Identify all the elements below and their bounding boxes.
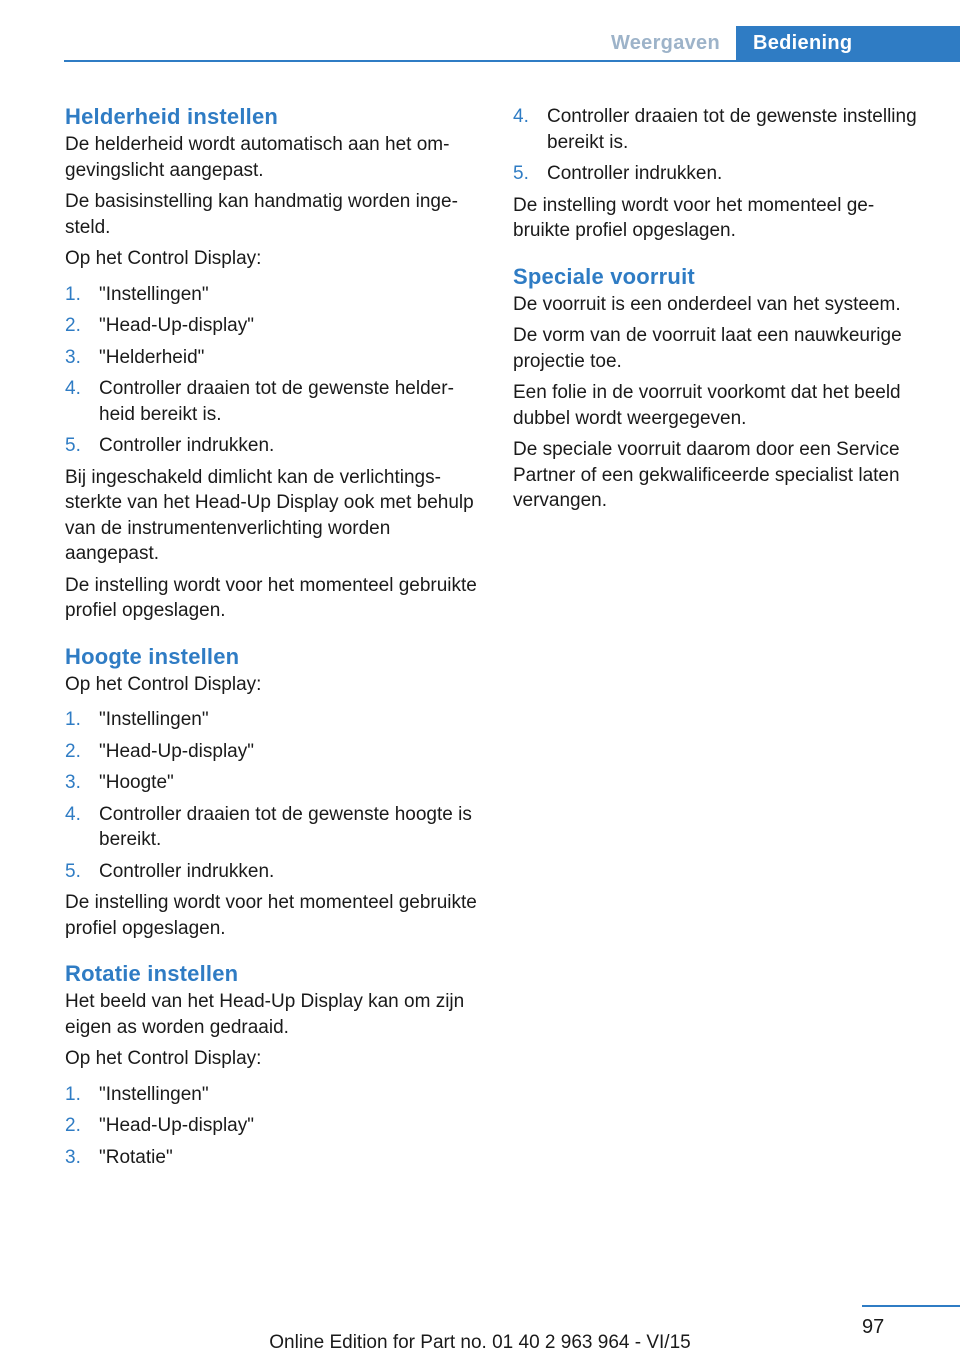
step-text: "Head-Up-display" bbox=[99, 1115, 254, 1136]
list-item bbox=[65, 707, 480, 733]
step-number: 4. bbox=[65, 803, 81, 825]
paragraph: De voorruit is een onderdeel van het systeem. bbox=[513, 293, 901, 315]
left-column bbox=[65, 102, 480, 1176]
paragraph: De instelling wordt voor het momenteel gebruikte profiel opgeslagen. bbox=[65, 574, 477, 621]
header-divider bbox=[64, 60, 960, 62]
list-item bbox=[65, 859, 480, 885]
step-number: 2. bbox=[65, 315, 81, 336]
step-text: Controller indrukken. bbox=[99, 435, 275, 456]
step-text: "Hoogte" bbox=[99, 772, 174, 793]
list-item bbox=[65, 433, 480, 459]
page-header bbox=[0, 0, 960, 62]
right-column bbox=[513, 104, 923, 520]
step-number: 3. bbox=[65, 1146, 81, 1168]
steps-helderheid bbox=[65, 282, 480, 459]
step-text: "Helderheid" bbox=[99, 346, 205, 368]
list-item bbox=[65, 282, 480, 308]
paragraph: Op het Control Display: bbox=[65, 248, 262, 269]
step-number: 4. bbox=[513, 106, 529, 127]
heading-speciale-voorruit: Speciale voorruit bbox=[513, 263, 695, 289]
paragraph: De basisinstelling kan handmatig worden ingesteld. bbox=[65, 191, 458, 238]
list-item bbox=[65, 1082, 480, 1108]
paragraph: De instelling wordt voor het momenteel gebruikte profiel opgeslagen. bbox=[65, 892, 477, 939]
paragraph: De vorm van de voorruit laat een nauwkeurige projectie toe. bbox=[513, 325, 902, 372]
paragraph: Op het Control Display: bbox=[65, 673, 262, 695]
list-item bbox=[65, 770, 480, 796]
step-number: 1. bbox=[65, 1083, 81, 1105]
step-number: 1. bbox=[65, 709, 81, 730]
list-item bbox=[65, 345, 480, 371]
paragraph: De helderheid wordt automatisch aan het omgevingslicht aangepast. bbox=[65, 134, 450, 181]
heading-rotatie: Rotatie instellen bbox=[65, 961, 239, 986]
step-text: "Instellingen" bbox=[99, 283, 209, 305]
heading-hoogte: Hoogte instellen bbox=[65, 643, 240, 669]
paragraph: Het beeld van het Head-Up Display kan om zijn eigen as worden gedraaid. bbox=[65, 991, 465, 1038]
step-text: Controller indrukken. bbox=[99, 860, 275, 882]
step-number: 1. bbox=[65, 283, 81, 305]
step-text: "Rotatie" bbox=[99, 1146, 173, 1168]
steps-rotatie-continued bbox=[513, 104, 923, 187]
step-text: "Head-Up-display" bbox=[99, 315, 254, 336]
step-number: 2. bbox=[65, 1115, 81, 1136]
list-item bbox=[65, 802, 480, 853]
paragraph: De instelling wordt voor het momenteel gebruikte profiel opgeslagen. bbox=[513, 194, 875, 241]
steps-hoogte bbox=[65, 707, 480, 884]
step-number: 2. bbox=[65, 740, 81, 762]
list-item bbox=[65, 313, 480, 339]
chapter-tab[interactable]: Bediening bbox=[736, 26, 960, 60]
paragraph: Op het Control Display: bbox=[65, 1048, 262, 1069]
step-text: Controller draaien tot de gewenste hoogte is bereikt. bbox=[99, 803, 472, 850]
step-number: 5. bbox=[513, 163, 529, 184]
step-number: 4. bbox=[65, 378, 81, 399]
list-item bbox=[65, 1113, 480, 1139]
list-item bbox=[513, 104, 923, 155]
step-number: 5. bbox=[65, 860, 81, 882]
step-number: 3. bbox=[65, 772, 81, 793]
step-text: Controller draaien tot de gewenste helderheid bereikt is. bbox=[99, 378, 454, 425]
step-text: Controller draaien tot de gewenste instelling bereikt is. bbox=[547, 106, 917, 153]
step-text: "Head-Up-display" bbox=[99, 740, 254, 762]
section-tab[interactable]: Weergaven bbox=[610, 32, 720, 54]
paragraph: Een folie in de voorruit voorkomt dat het beeld dubbel wordt weergegeven. bbox=[513, 382, 901, 429]
list-item bbox=[513, 161, 923, 187]
edition-footer: Online Edition for Part no. 01 40 2 963 964 - VI/15 bbox=[269, 1332, 691, 1353]
footer-divider bbox=[862, 1305, 960, 1307]
page-number: 97 bbox=[862, 1316, 885, 1338]
paragraph: Bij ingeschakeld dimlicht kan de verlichtingssterkte van het Head-Up Display ook met behulp van de instrumentenverlichting worden aangepast. bbox=[65, 466, 474, 564]
step-number: 5. bbox=[65, 435, 81, 456]
list-item bbox=[65, 739, 480, 765]
steps-rotatie bbox=[65, 1082, 480, 1171]
list-item bbox=[65, 376, 480, 427]
step-text: "Instellingen" bbox=[99, 709, 209, 730]
heading-helderheid: Helderheid instellen bbox=[65, 104, 279, 129]
step-text: "Instellingen" bbox=[99, 1083, 209, 1105]
paragraph: De speciale voorruit daarom door een Service Partner of een gekwalificeerde specialist laten vervangen. bbox=[513, 439, 900, 511]
step-text: Controller indrukken. bbox=[547, 163, 723, 184]
list-item bbox=[65, 1145, 480, 1171]
step-number: 3. bbox=[65, 346, 81, 368]
